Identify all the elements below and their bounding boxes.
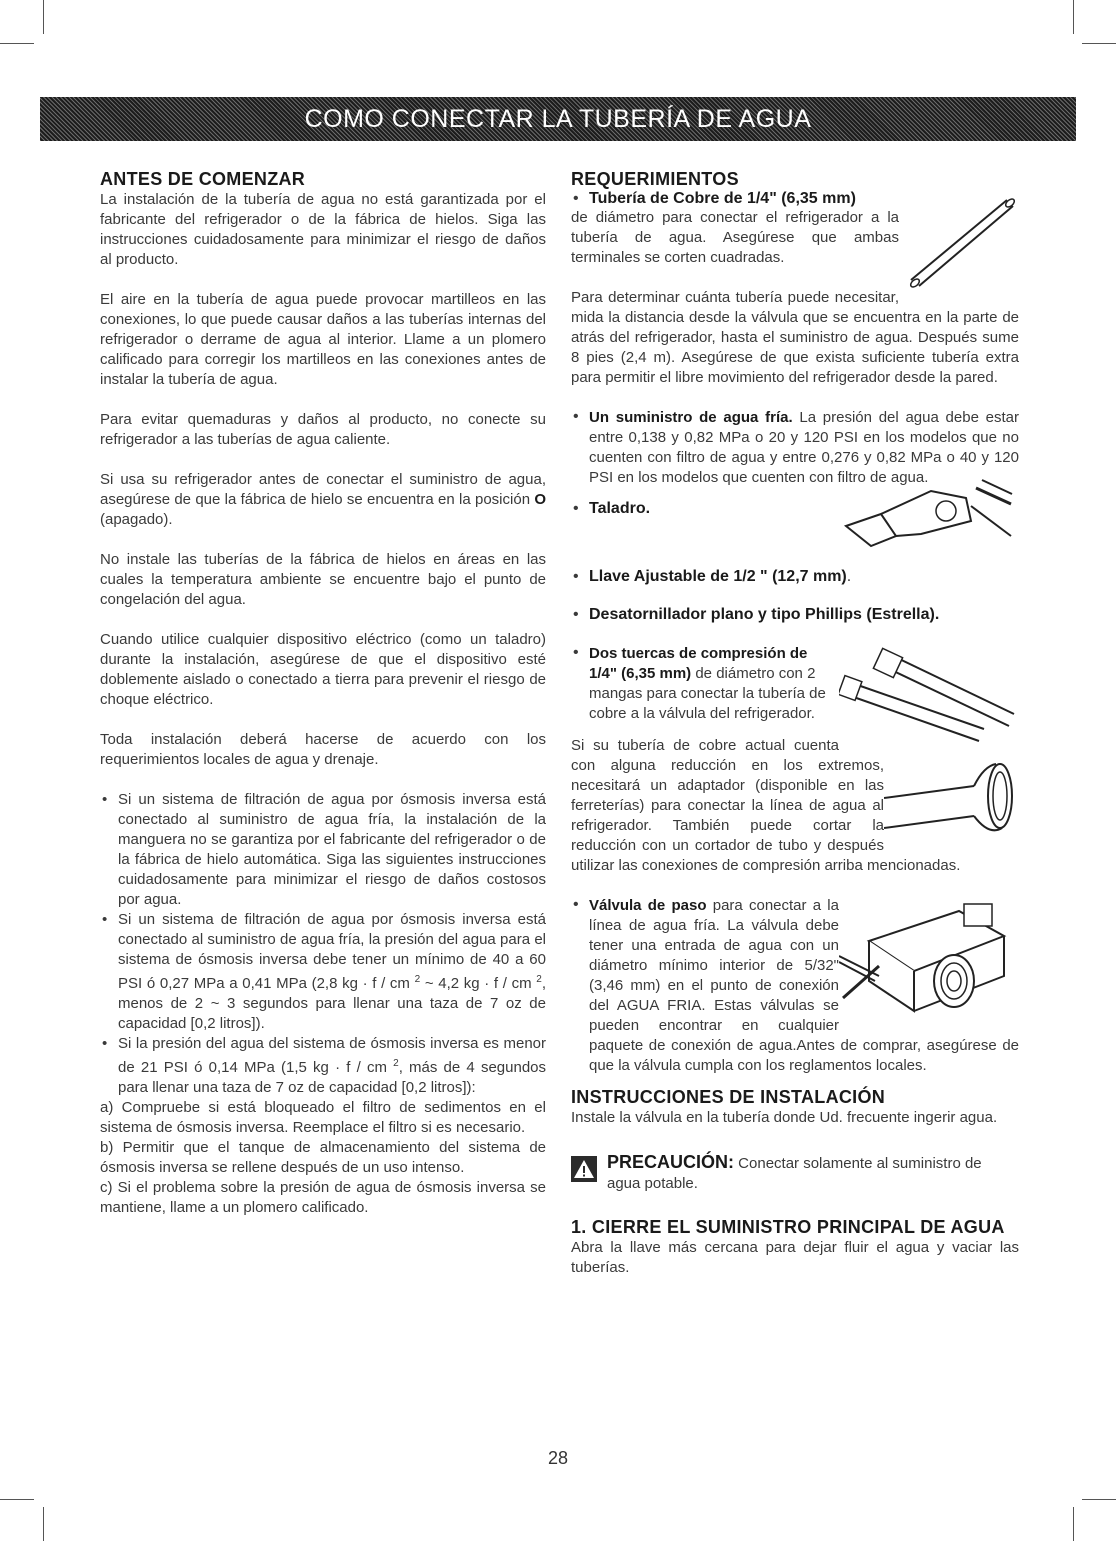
caution-text [607, 1152, 1019, 1194]
paragraph [100, 470, 546, 530]
paragraph [589, 896, 1019, 1076]
text: para conectar a la línea de agua fría. La válvula debe tener una entrada de agua con un diámetro mínimo interior de 5/32" (3,46 mm) en el punto de conexión del AGUA FRIA. Estas válvulas se pueden encontrar en cualquier paquete de conexión de agua.Antes de comprar, asegúrese de que la válvula cumpla con los reglamentos locales. [589, 897, 1019, 1074]
bullet-list [100, 790, 546, 1098]
requirement-compression-nuts [571, 644, 1019, 724]
tube-adapter-illustration [884, 756, 1019, 846]
crop-mark [1073, 0, 1074, 34]
text: (apagado). [100, 511, 173, 528]
requirement-title: Dos tuercas de compresión de 1/4" (6,35 mm) [589, 645, 808, 682]
section-heading-antes: ANTES DE COMENZAR [100, 169, 306, 189]
requirement-title: Taladro. [589, 500, 651, 517]
paragraph: Abra la llave más cercana para dejar fluir el agua y vaciar las tuberías. [571, 1239, 1019, 1276]
text: Si un sistema de filtración de agua por ósmosis inversa está conectado al suministro de agua fría, la presión del agua para el sistema de ósmosis inversa debe tener un mínimo de 40 a 60 PSI ó 0,27 MPa a 0,41 MPa (2,8 kg · f / cm [118, 911, 546, 992]
drill-row [571, 488, 1019, 548]
requirement-title: Válvula de paso [589, 897, 707, 914]
page-number: 28 [547, 1448, 569, 1468]
text: , más de 4 segundos para llenar una taza de 7 oz de capacidad [0,2 litros]): [118, 1059, 546, 1096]
requirement-drill [571, 500, 650, 518]
crop-mark [0, 43, 34, 44]
warning-icon [571, 1156, 597, 1182]
paragraph: c) Si el problema sobre la presión de agua de ósmosis inversa se mantiene, llame a un plomero calificado. [100, 1179, 546, 1216]
left-column [100, 168, 546, 1218]
paragraph: Toda instalación deberá hacerse de acuerdo con los requerimientos locales de agua y drenaje. [100, 731, 546, 768]
requirement-screwdriver [571, 606, 1019, 624]
off-position-label: O [534, 491, 546, 508]
requirement-title: Un suministro de agua fría. [589, 409, 793, 426]
paragraph: Para evitar quemaduras y daños al producto, no conecte su refrigerador a las tuberías de agua caliente. [100, 411, 546, 448]
paragraph: a) Compruebe si está bloqueado el filtro de sedimentos en el sistema de ósmosis inversa. Reemplace el filtro si es necesario. [100, 1099, 546, 1136]
right-column [571, 168, 1019, 1278]
drill-icon [836, 476, 1016, 556]
requirement-title: Tubería de Cobre de 1/4" (6,35 mm) [589, 190, 856, 207]
text: . [846, 568, 852, 585]
section-heading-instrucciones: INSTRUCCIONES DE INSTALACIÓN [571, 1087, 886, 1107]
crop-mark [1073, 1507, 1074, 1541]
superscript: 2 [414, 974, 421, 985]
superscript: 2 [536, 974, 542, 985]
text: Si la presión del agua del sistema de ósmosis inversa es menor de 21 PSI ó 0,14 MPa (1,5 kg · f / cm [118, 1035, 546, 1076]
title-bar [40, 97, 1076, 141]
crop-mark [43, 0, 44, 34]
text: ~ 4,2 kg · f / cm [420, 975, 537, 992]
text: La presión del agua debe estar entre 0,138 y 0,82 MPa o 20 y 120 PSI en los modelos que no cuenten con filtro de agua y entre 0,276 y 0,82 MPa o 40 y 120 PSI en los modelos que cuenten con filtro de agua. [589, 409, 1019, 486]
list-item: • Si un sistema de filtración de agua por ósmosis inversa está conectado al suministro de agua fría, la instalación de la manguera no se garantiza por el fabricante del refrigerador o de la fábrica de hielo automática. Siga las siguientes instrucciones cuidadosamente para minimizar el riesgo de daños costosos por agua. [100, 790, 546, 910]
caution-notice [571, 1152, 1019, 1194]
paragraph: Para determinar cuánta tubería puede necesitar, mida la distancia desde la válvula que se encuentra en la parte de atrás del refrigerador, hasta el suministro de agua. Después sume 8 pies (2,4 m). Asegúrese de que exista suficiente tubería extra para permitir el libre movimiento del refrigerador desde la pared. [571, 289, 1019, 386]
text: , menos de 2 ~ 3 segundos para llenar una taza de 7 oz de capacidad [0,2 litros]). [118, 975, 546, 1032]
paragraph [589, 644, 1019, 724]
list-item [100, 1034, 546, 1098]
paragraph: No instale las tuberías de la fábrica de hielos en áreas en las cuales la temperatura ambiente se encuentre bajo el punto de congelación del agua. [100, 551, 546, 608]
requirement-title: Desatornillador plano y tipo Phillips (Estrella). [589, 606, 940, 623]
requirement-shutoff-valve [571, 896, 1019, 1076]
crop-mark [1082, 1499, 1116, 1500]
paragraph: de diámetro para conectar el refrigerador a la tubería de agua. Asegúrese que ambas terminales se corten cuadradas. [571, 209, 899, 266]
section-heading-step1: 1. CIERRE EL SUMINISTRO PRINCIPAL DE AGUA [571, 1217, 1005, 1237]
paragraph: La instalación de la tubería de agua no está garantizada por el fabricante del refrigerador o de la fábrica de hielos. Siga las instrucciones cuidadosamente para minimizar el riesgo de daños al producto. [100, 191, 546, 268]
requirement-copper-tube [571, 190, 1019, 208]
paragraph: Instale la válvula en la tubería donde Ud. frecuente ingerir agua. [571, 1109, 998, 1126]
superscript: 2 [393, 1058, 399, 1069]
paragraph: Cuando utilice cualquier dispositivo eléctrico (como un taladro) durante la instalación, asegúrese de que el dispositivo esté doblemente aislado o conectado a tierra para prevenir el riesgo de choque eléctrico. [100, 631, 546, 708]
paragraph: El aire en la tubería de agua puede provocar martilleos en las conexiones, lo que puede causar daños a las tuberías internas del refrigerador o derrame de agua al interior. Llame a un plomero calificado para corregir los martilleos en las conexiones antes de instalar la tubería de agua. [100, 291, 546, 388]
requirement-wrench [571, 568, 1019, 586]
text: Si usa su refrigerador antes de conectar el suministro de agua, asegúrese de que la fábrica de hielo se encuentra en la posición [100, 471, 546, 508]
list-item [100, 910, 546, 1034]
text: de diámetro con 2 mangas para conectar la tubería de cobre a la válvula del refrigerador. [589, 665, 826, 722]
requirement-title: Llave Ajustable de 1/2 " (12,7 mm) [589, 568, 847, 585]
section-heading-requerimientos: REQUERIMIENTOS [571, 169, 739, 189]
crop-mark [0, 1499, 34, 1500]
crop-mark [43, 1507, 44, 1541]
crop-mark [1082, 43, 1116, 44]
paragraph: Si su tubería de cobre actual cuenta con alguna reducción en los extremos, necesitará un adaptador (disponible en las ferreterías) para conectar la línea de agua al refrigerador. También puede cortar la reducción con un cortador de tubo y después utilizar las conexiones de compresión arriba mencionadas. [571, 737, 961, 874]
page-title: COMO CONECTAR LA TUBERÍA DE AGUA [304, 104, 812, 133]
caution-label: PRECAUCIÓN: [607, 1152, 735, 1172]
text: Conectar solamente al suministro de agua potable. [607, 1155, 982, 1192]
paragraph: b) Permitir que el tanque de almacenamiento del sistema de ósmosis inversa se rellene después de un uso intenso. [100, 1139, 546, 1176]
